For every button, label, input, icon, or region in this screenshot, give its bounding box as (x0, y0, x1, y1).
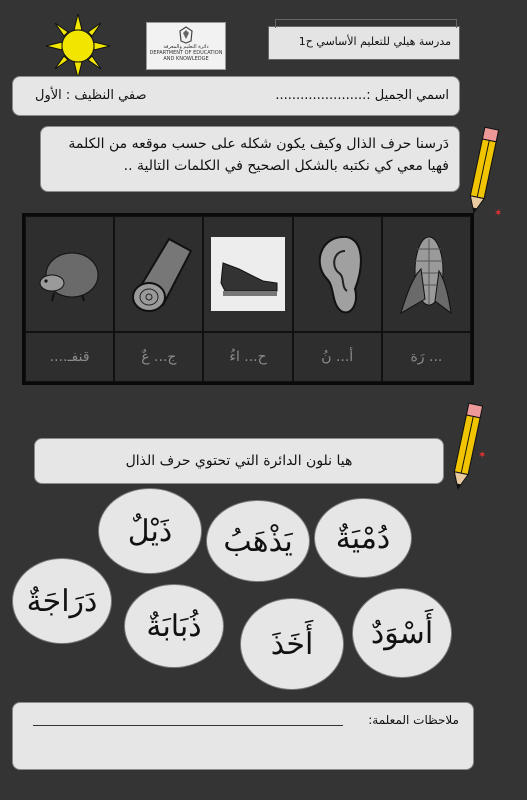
circle-word: دَرَاجَةٌ (26, 583, 98, 619)
word-blank-5[interactable]: قنفـ.... (49, 349, 90, 365)
word-circle[interactable] (314, 498, 412, 578)
log-icon (119, 229, 199, 319)
shoe-icon (211, 237, 285, 311)
picture-cell-corn (382, 216, 471, 332)
word-blank-3[interactable]: ح... اءُ (229, 349, 267, 365)
svg-text:✶: ✶ (494, 208, 503, 218)
word-cell (114, 332, 203, 382)
student-info-box (12, 76, 460, 116)
school-name: مدرسة هيلي للتعليم الأساسي ح1 (298, 35, 451, 48)
word-circle[interactable] (124, 584, 224, 668)
logo-text-en-2: AND KNOWLEDGE (163, 56, 209, 62)
coloring-task-text: هيا نلون الدائرة التي تحتوي حرف الذال (125, 453, 353, 469)
ear-icon (307, 229, 367, 319)
picture-cell-log (114, 216, 203, 332)
word-cell (25, 332, 114, 382)
circle-word: ذُبَابَةٌ (146, 608, 202, 644)
circle-word: أَسْوَدٌ (370, 615, 434, 651)
word-cell (293, 332, 382, 382)
school-name-box (268, 26, 460, 60)
falcon-crest-icon (176, 26, 196, 44)
student-name-field[interactable]: اسمي الجميل :...................... (275, 88, 449, 103)
word-cell (382, 332, 471, 382)
circle-word: ذَيْلٌ (127, 513, 173, 549)
lesson-intro-box (40, 126, 460, 192)
circle-word: يَذْهَبُ (223, 523, 293, 559)
word-cell (203, 332, 292, 382)
word-picture-table (22, 213, 474, 385)
word-blank-4[interactable]: ج... عٌ (141, 349, 177, 365)
teacher-notes-label: ملاحظات المعلمة: (368, 713, 459, 727)
education-department-logo (146, 22, 226, 70)
hedgehog-icon (32, 239, 108, 309)
logo-text-ar: دائرة التعليم والمعرفة (163, 44, 209, 50)
picture-cell-ear (293, 216, 382, 332)
pencil-icon (464, 122, 504, 218)
word-circle[interactable] (98, 488, 202, 574)
word-blank-2[interactable]: أ... نُ (321, 349, 354, 365)
word-blank-1[interactable]: ... رَة (410, 349, 443, 365)
circle-word: دُمْيَةٌ (335, 520, 391, 556)
picture-cell-hedgehog (25, 216, 114, 332)
sun-icon (44, 12, 112, 80)
corn-icon (391, 229, 461, 319)
coloring-task-box (34, 438, 444, 484)
pencil-icon (446, 398, 490, 494)
logo-text-en-1: DEPARTMENT OF EDUCATION (149, 50, 223, 56)
picture-cell-shoe (203, 216, 292, 332)
teacher-notes-line[interactable] (33, 725, 343, 726)
circle-word: أَخَذَ (270, 626, 314, 662)
word-circle[interactable] (352, 588, 452, 678)
word-circle[interactable] (240, 598, 344, 690)
lesson-intro-text: دَرسنا حرف الذال وكيف يكون شكله على حسب موقعه من الكلمة فهيا معي كي نكتبه بالشكل الصحيح في الكلمات التالية .. (68, 136, 449, 174)
word-circle[interactable] (206, 500, 310, 582)
word-circle[interactable] (12, 558, 112, 644)
teacher-notes-box (12, 702, 474, 770)
svg-text:✶: ✶ (478, 450, 487, 461)
student-class-label: صفي النظيف : الأول (35, 88, 147, 103)
